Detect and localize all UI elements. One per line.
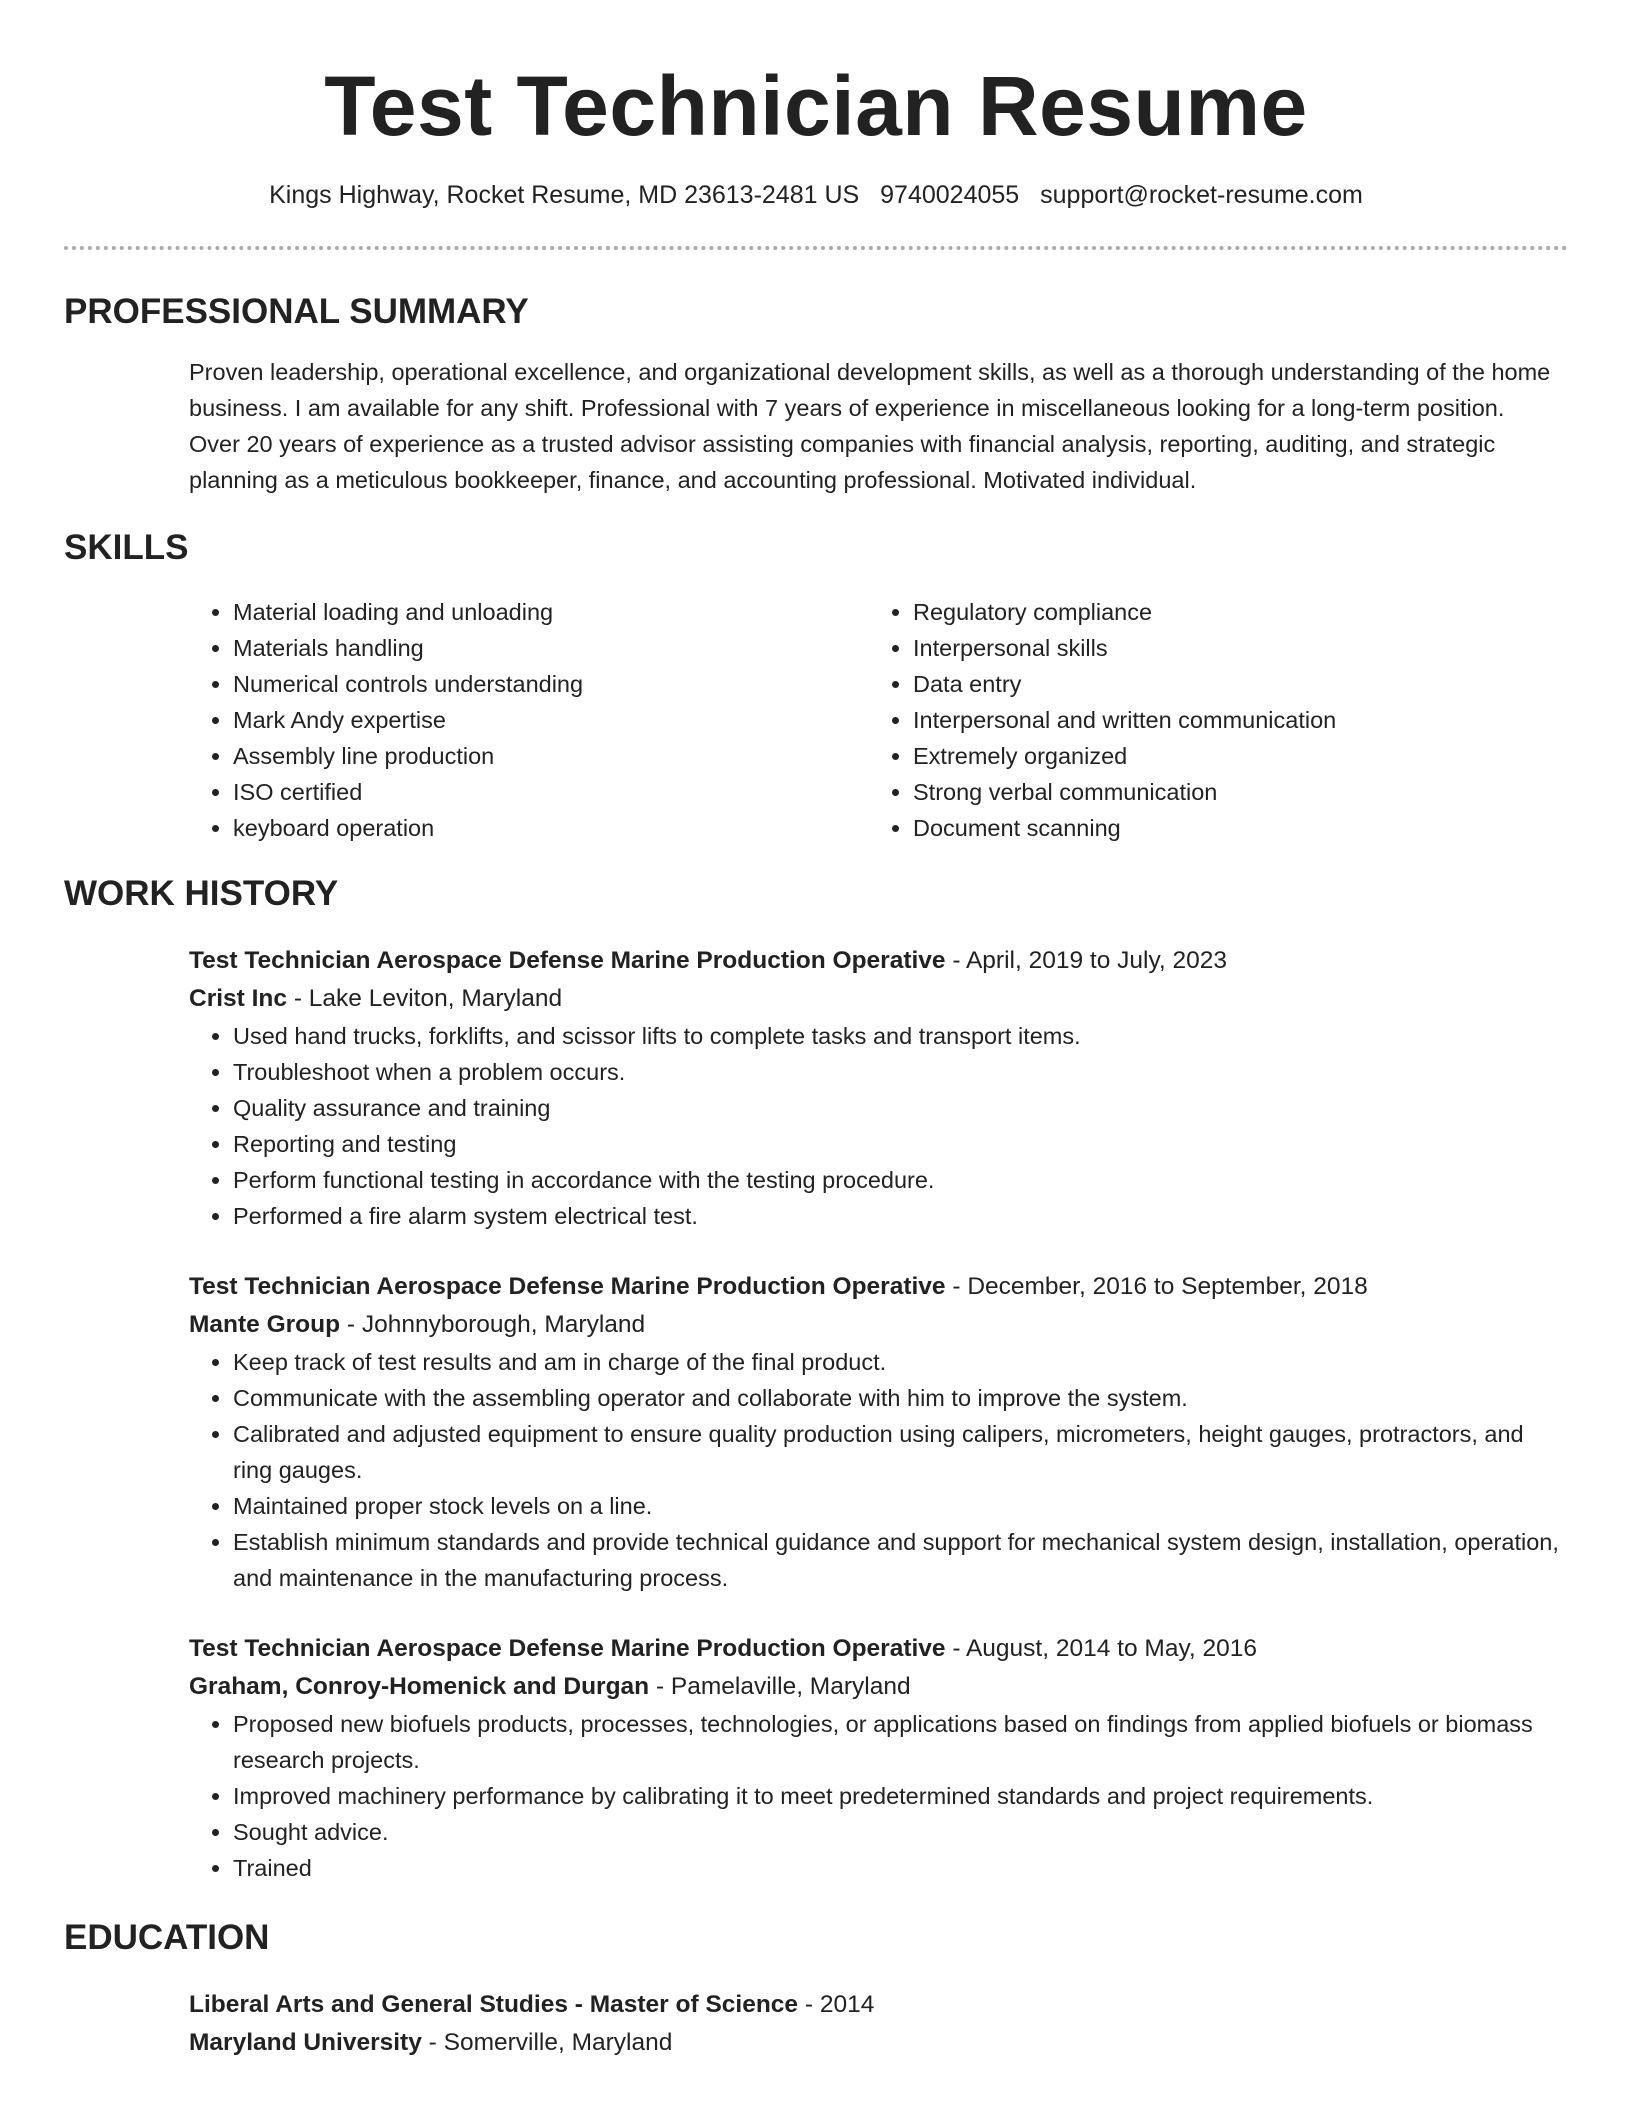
summary-heading: PROFESSIONAL SUMMARY [64,292,529,331]
education-heading: EDUCATION [64,1918,270,1957]
job-company: Crist Inc [189,985,288,1012]
header-divider [64,246,1568,250]
contact-email: support@rocket-resume.com [1040,181,1363,209]
job-bullet: • Perform functional testing in accordance with the testing procedure. [233,1162,1560,1198]
job-title-line [189,942,1560,980]
skill-item: • Assembly line production [233,738,869,774]
job-bullet: • Troubleshoot when a problem occurs. [233,1054,1560,1090]
job-entry [189,1268,1560,1596]
job-location: - Pamelaville, Maryland [649,1673,911,1700]
education-school-line [189,2024,1560,2062]
job-bullet: • Calibrated and adjusted equipment to ensure quality production using calipers, micrometers, height gauges, protractors, and ring gauges. [233,1416,1560,1488]
skill-item: • ISO certified [233,774,869,810]
work-history-heading: WORK HISTORY [64,874,339,913]
job-bullet: • Quality assurance and training [233,1090,1560,1126]
skill-item: • Mark Andy expertise [233,702,869,738]
skill-item: • Material loading and unloading [233,594,869,630]
job-dates: - December, 2016 to September, 2018 [945,1273,1368,1300]
skill-item: • Materials handling [233,630,869,666]
skill-item: • keyboard operation [233,810,869,846]
job-company: Mante Group [189,1311,341,1338]
job-location: - Lake Leviton, Maryland [287,985,563,1012]
job-bullet: • Reporting and testing [233,1126,1560,1162]
job-bullet: • Performed a fire alarm system electrical test. [233,1198,1560,1234]
education-school: Maryland University [189,2029,422,2056]
job-bullet: • Communicate with the assembling operator and collaborate with him to improve the system. [233,1380,1560,1416]
job-company-line [189,980,1560,1018]
job-bullet: • Improved machinery performance by calibrating it to meet predetermined standards and project requirements. [233,1778,1560,1814]
job-bullet: • Keep track of test results and am in charge of the final product. [233,1344,1560,1380]
education-year: - 2014 [798,1991,875,2018]
contact-info [64,178,1568,212]
job-bullet: • Used hand trucks, forklifts, and scissor lifts to complete tasks and transport items. [233,1018,1560,1054]
job-title: Test Technician Aerospace Defense Marine Production Operative [189,1635,946,1662]
skills-list-right [869,594,1549,846]
skills-column-left [189,594,869,846]
skill-item: • Strong verbal communication [913,774,1549,810]
skill-item: • Numerical controls understanding [233,666,869,702]
skill-item: • Document scanning [913,810,1549,846]
education-section [64,1916,1568,2062]
skill-item: • Interpersonal skills [913,630,1549,666]
skill-item: • Extremely organized [913,738,1549,774]
job-location: - Johnnyborough, Maryland [340,1311,646,1338]
skills-list-left [189,594,869,846]
job-bullets [189,1344,1560,1596]
job-title: Test Technician Aerospace Defense Marine Production Operative [189,947,946,974]
job-title-line [189,1630,1560,1668]
job-title: Test Technician Aerospace Defense Marine Production Operative [189,1273,946,1300]
work-history-section [64,872,1568,1886]
resume-title: Test Technician Resume [324,59,1308,153]
job-bullet: • Trained [233,1850,1560,1886]
job-bullet: • Proposed new biofuels products, processes, technologies, or applications based on findings from applied biofuels or biomass research projects. [233,1706,1560,1778]
job-bullet: • Maintained proper stock levels on a line. [233,1488,1560,1524]
job-entry [189,1630,1560,1886]
job-bullet: • Sought advice. [233,1814,1560,1850]
job-bullets [189,1706,1560,1886]
summary-section [64,290,1568,498]
skills-section [64,526,1568,846]
job-company-line [189,1668,1560,1706]
skill-item: • Interpersonal and written communication [913,702,1549,738]
job-title-line [189,1268,1560,1306]
job-bullets [189,1018,1560,1234]
skills-column-right [869,594,1549,846]
education-location: - Somerville, Maryland [421,2029,673,2056]
job-entry [189,942,1560,1234]
job-company: Graham, Conroy-Homenick and Durgan [189,1673,650,1700]
education-entry [189,1986,1560,2062]
education-degree-line [189,1986,1560,2024]
job-company-line [189,1306,1560,1344]
skill-item: • Regulatory compliance [913,594,1549,630]
contact-address: Kings Highway, Rocket Resume, MD 23613-2481 US [269,181,860,209]
skill-item: • Data entry [913,666,1549,702]
summary-text: Proven leadership, operational excellence, and organizational development skills, as well as a thorough understanding of the home business. I am available for any shift. Professional with 7 years of experience in miscellaneous looking for a long-term position. Over 20 years of experience as a trusted advisor assisting companies with financial analysis, reporting, auditing, and strategic planning as a meticulous bookkeeper, finance, and accounting professional. Motivated individual. [189,359,1551,493]
job-dates: - April, 2019 to July, 2023 [945,947,1228,974]
job-bullet: • Establish minimum standards and provide technical guidance and support for mechanical system design, installation, operation, and maintenance in the manufacturing process. [233,1524,1560,1596]
contact-phone: 9740024055 [880,181,1020,209]
job-dates: - August, 2014 to May, 2016 [945,1635,1257,1662]
education-degree: Liberal Arts and General Studies - Master of Science [189,1991,799,2018]
skills-heading: SKILLS [64,528,189,567]
skills-grid [189,594,1560,846]
